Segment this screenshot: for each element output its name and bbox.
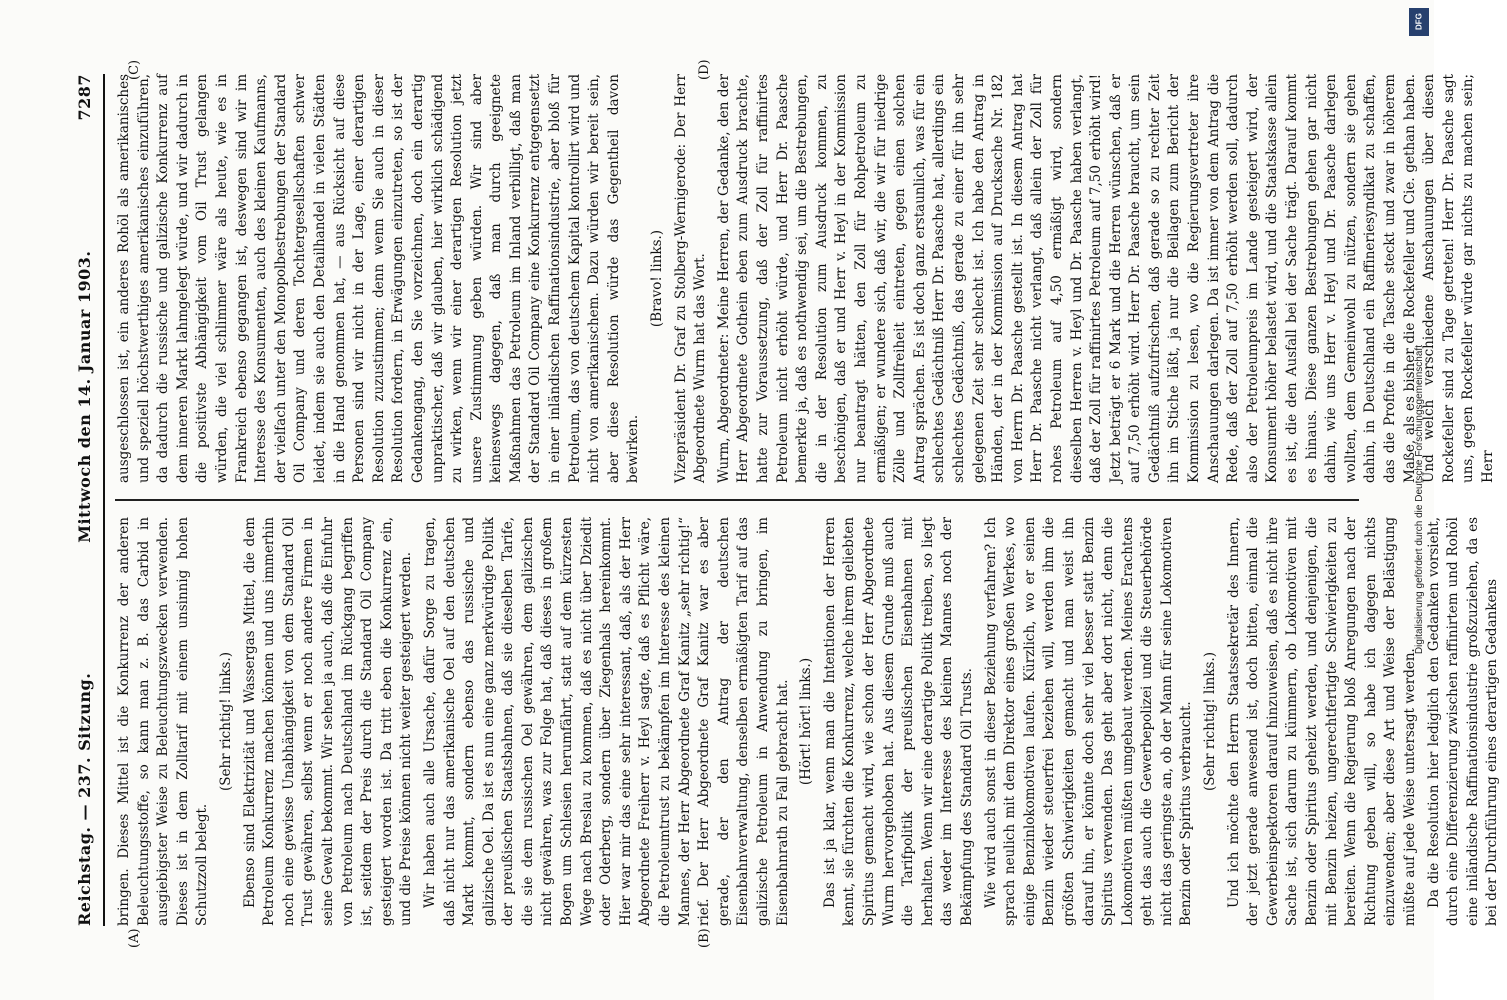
paragraph: Wie wird auch sonst in dieser Beziehung verfahren? Ich sprach neulich mit dem Direktor eines großen Werkes, wo einige Benzinlokomotiven laufen. Kürzlich, wo er seinen Benzin wieder steuerfrei beziehen will, werden ihm die größten Schwierigkeiten gemacht und man weist ihn darauf hin, er könnte doch sehr viel besser statt Benzin Spiritus verwenden. Das geht aber dort nicht, denn die Lokomotiven müßten umgebaut werden. Meines Erachtens geht das auch die Gewerbepolizei und die Steuerbehörde nicht das geringste an, ob der Mann für seine Lokomotiven Benzin oder Spiritus verbraucht. xyxy=(982,517,1195,926)
speaker-paragraph: Wurm, Abgeordneter: Meine Herren, der Gedanke, den der Herr Abgeordnete Gothein eben zum Ausdruck brachte, hatte zur Voraussetzung, daß der Zoll für raffinirtes Petroleum nicht erhöht würde, und Herr Dr. Paasche bemerkte ja, daß es nothwendig sei, um die Bestrebungen, die in der Resolution zum Ausdruck kommen, zu beschönigen, daß er und Herr v. Heyl in der Kommission nur beantragt hätten, den Zoll für Rohpetroleum zu ermäßigen; er wundere sich, daß wir, die wir für niedrige Zölle und Zollfreiheit eintreten, gegen einen solchen Antrag sprächen. Es ist doch ganz erstaunlich, was für ein schlechtes Gedächtniß Herr Dr. Paasche hat, allerdings ein schlechtes Gedächtniß, das gerade zu einer für ihn sehr gelegenen Zeit sehr schlecht ist. Ich habe den Antrag in Händen, der in der Kommission auf Drucksache Nr. 182 von Herrn Dr. Paasche gestellt ist. In diesem Antrag hat Herr Dr. Paasche nicht verlangt, daß allein der Zoll für rohes Petroleum auf 4,50 ermäßigt wird, sondern dieselben Herren v. Heyl und Dr. Paasche haben verlangt, daß der Zoll für raffinirtes Petroleum auf 7,50 erhöht wird! Jetzt beträgt er 6 Mark und die Herren wünschen, daß er auf 7,50 erhöht wird. Herr Dr. Paasche braucht, um sein Gedächtniß aufzufrischen, daß gerade so zu rechter Zeit ihn im Stiche läßt, ja nur die Beilagen zum Bericht der Kommission zu lesen, wo die Regierungsvertreter ihre Anschauungen darlegen. Da ist immer von dem Antrag die Rede, daß der Zoll auf 7,50 erhöht werden soll, dadurch also der Petroleumpreis im Lande gesteigert wird, der Konsument höher belastet wird, und die Staatskasse allein es ist, die den Ausfall bei der Sache trägt. Darauf kommt es hinaus. Diese ganzen Bestrebungen gehen gar nicht dahin, wie uns Herr v. Heyl und Dr. Paasche darlegen wollten, dem Gemeinwohl zu nützen, sondern sie gehen dahin, in Deutschland ein Raffineriesyndikat zu schaffen, das die Profite in die Tasche steckt und zwar in höherem Maße, als es bisher die Rockefeller und Cie. gethan haben. Und welch verschiedene Anschauungen über diesen Rockefeller sind zu Tage getreten! Herr Dr. Paasche sagt uns, gegen Rockefeller würde gar nichts zu machen sein; Herr xyxy=(715,74,1496,483)
column-divider xyxy=(115,499,1359,501)
header-rule xyxy=(103,74,105,926)
right-column xyxy=(115,74,1507,483)
paragraph: Und ich möchte den Herrn Staatssekretär des Innern, der jetzt gerade anwesend ist, doch bitten, einmal die Gewerbeinspektoren darauf hinzuweisen, daß es nicht ihre Sache ist, sich darum zu kümmern, ob Lokomotiven mit Benzin oder Spiritus geheizt werden, und denjenigen, die mit Benzin heizen, ungerechtfertigte Schwierigkeiten zu bereiten. Wenn die Regierung bloß Anregungen nach der Richtung geben will, so habe ich dagegen nichts einzuwenden; aber diese Art und Weise der Belästigung müßte auf jede Weise untersagt werden. xyxy=(1225,517,1418,926)
paragraph: Ebenso sind Elektrizität und Wassergas Mittel, die dem Petroleum Konkurrenz machen können und uns immerhin noch eine gewisse Unabhängigkeit von dem Standard Oil Trust gewähren, selbst wenn er noch andere Firmen in seine Gewalt bekommt. Wir sehen ja auch, daß die Einfuhr von Petroleum nach Deutschland im Rückgang begriffen ist, seitdem der Preis durch die Standard Oil Company gesteigert worden ist. Da tritt eben die Konkurrenz ein, und die Preise können nicht weiter gesteigert werden. xyxy=(241,517,415,926)
paragraph: Wir haben auch alle Ursache, dafür Sorge zu tragen, daß nicht nur das amerikanische Oel auf den deutschen Markt kommt, sondern ebenso das russische und galizische Oel. Da ist es nun eine ganz merkwürdige Politik der preußischen Staatsbahnen, daß sie dieselben Tarife, die sie dem russischen Oel gewähren, dem galizischen nicht gewähren, was zur Folge hat, daß dieses in großem Bogen um Schlesien herumfährt, statt auf dem kürzesten Wege nach Breslau zu kommen, daß es nicht über Dziedit oder Oderberg, sondern über Ziegenhals hereinkommt. Hier war mir das eine sehr interessant, daß, als der Herr Abgeordnete Freiherr v. Heyl sagte, daß es Pflicht wäre, die Petroleumtrust zu bekämpfen im Interesse des kleinen Mannes, der Herr Abgeordnete Graf Kanitz „sehr richtig!“ rief. Der Herr Abgeordnete Graf Kanitz war es aber gerade, der den Antrag der deutschen Eisenbahnverwaltung, denselben ermäßigten Tarif auf das galizische Petroleum in Anwendung zu bringen, im Eisenbahnrath zu Fall gebracht hat. xyxy=(421,517,791,926)
paragraph: ausgeschlossen ist, ein anderes Rohöl als amerikanisches und speziell höchstwerthiges amerikanisches einzuführen, da dadurch die russische und galizische Konkurrenz auf dem inneren Markt lahmgelegt würde, und wir dadurch in die positivste Abhängigkeit vom Oil Trust gelangen würden, die viel schlimmer wäre als heute, wie es in Frankreich ebenso gegangen ist, deswegen sind wir im Interesse des Konsumenten, auch des kleinen Kaufmanns, der vielfach unter den Monopolbestrebungen der Standard Oil Company und deren Tochtergesellschaften schwer leidet, indem sie auch den Detailhandel in vielen Städten in die Hand genommen hat, — aus Rücksicht auf diese Personen sind wir nicht in der Lage, einer derartigen Resolution zuzustimmen; denn wenn Sie auch in dieser Resolution fordern, in Erwägungen einzutreten, so ist der Gedankengang, den Sie vorzeichnen, doch ein derartig unpraktischer, daß wir glauben, hier wirklich schädigend zu wirken, wenn wir einer derartigen Resolution jetzt unsere Zustimmung geben würden. Wir sind aber keineswegs dagegen, daß man durch geeignete Maßnahmen das Petroleum im Inland verbilligt, daß man der Standard Oil Company eine Konkurrenz entgegensetzt in einer inländischen Raffinationsindustrie, aber bloß für Petroleum, das von deutschem Kapital kontrollirt wird und nicht von amerikanischem. Dazu würden wir bereit sein, aber diese Resolution würde das Gegentheil davon bewirken. xyxy=(116,74,642,483)
margin-letter-a: (A) xyxy=(127,928,142,948)
digitization-credit xyxy=(1408,10,1430,990)
paragraph: Das ist ja klar, wenn man die Intentionen der Herren kennt, sie fürchten die Konkurrenz, welche ihrem geliebten Spiritus gemacht wird, wie schon der Herr Abgeordnete Wurm hervorgehoben hat. Aus diesem Grunde muß auch die Tarifpolitik der preußischen Eisenbahnen mit herhalten. Wenn wir eine derartige Politik treiben, so liegt das weder im Interesse des kleinen Mannes noch der Bekämpfung des Standard Oil Trusts. xyxy=(821,517,975,926)
header-left: Reichstag. — 237. Sitzung. xyxy=(74,672,94,926)
credit-text: Digitalisierung gefördert durch die Deutsche Forschungsgemeinschaft xyxy=(1413,345,1425,655)
interjection: (Bravo! links.) xyxy=(649,229,666,328)
running-head xyxy=(67,74,101,926)
speaker-paragraph: Vizepräsident Dr. Graf zu Stolberg-Wernigerode: Der Herr Abgeordnete Wurm hat das Wort. xyxy=(672,74,709,483)
paragraph: Da die Resolution hier lediglich den Gedanken vorsieht, durch eine Differenzierung zwischen raffinirtem und Rohöl eine inländische Raffinationsindustrie großzuziehen, da es bei der Durchführung eines derartigen Gedankens xyxy=(1425,517,1501,926)
interjection: (Hört! hört! links.) xyxy=(798,657,815,786)
header-date: Mittwoch den 14. Januar 1903. xyxy=(74,250,94,543)
margin-letter-d: (D) xyxy=(697,59,712,80)
interjection: (Sehr richtig! links.) xyxy=(1202,651,1219,792)
margin-letter-c: (C) xyxy=(127,59,142,80)
page-number: 7287 xyxy=(74,74,94,121)
left-column xyxy=(115,517,1507,926)
interjection: (Sehr richtig! links.) xyxy=(217,651,234,792)
dfg-logo: DFG xyxy=(1409,8,1429,36)
margin-letter-b: (B) xyxy=(697,928,712,948)
paragraph: bringen. Dieses Mittel ist die Konkurrenz der anderen Beleuchtungsstoffe, so kann man z. B. das Carbid in ausgiebigster Weise zu Beleuchtungszwecken verwenden. Dieses ist in dem Zolltarif mit einem unsinnig hohen Schutzzoll belegt. xyxy=(116,517,211,926)
